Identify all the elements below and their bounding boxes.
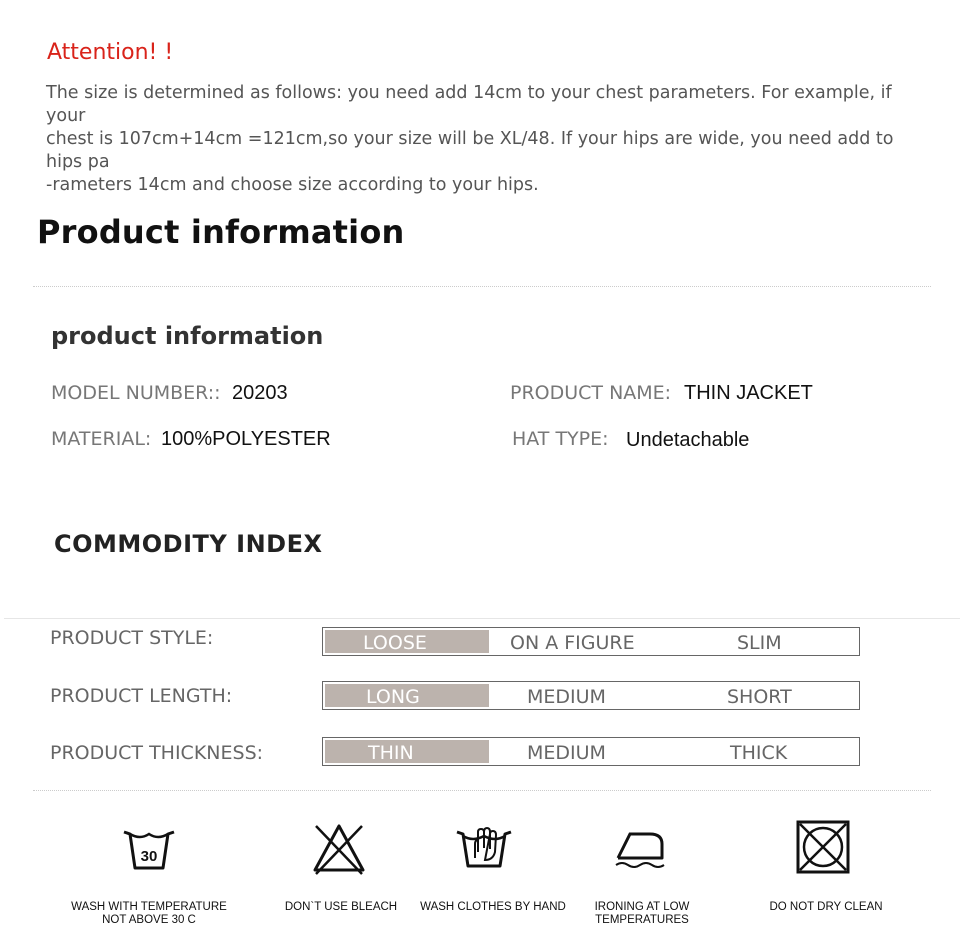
model-number-value: 20203 xyxy=(232,382,288,404)
hat-type-value: Undetachable xyxy=(626,429,750,451)
scale-option-loose: LOOSE xyxy=(363,632,427,654)
hat-type-label: HAT TYPE: xyxy=(512,428,609,450)
care-label-wash-30: WASH WITH TEMPERATURE NOT ABOVE 30 C xyxy=(71,901,227,926)
attention-title: Attention! ! xyxy=(47,40,174,65)
no-dry-clean-icon xyxy=(792,818,854,880)
product-style-scale xyxy=(322,627,860,656)
care-label-low-iron: IRONING AT LOW TEMPERATURES xyxy=(594,901,690,926)
commodity-index-heading: COMMODITY INDEX xyxy=(54,530,323,558)
divider xyxy=(4,618,960,619)
product-thickness-label: PRODUCT THICKNESS: xyxy=(50,742,264,764)
no-bleach-icon xyxy=(308,818,370,880)
material-value: 100%POLYESTER xyxy=(161,428,331,450)
product-info-heading: Product information xyxy=(37,213,405,251)
scale-option-thick: THICK xyxy=(730,742,788,764)
scale-option-medium: MEDIUM xyxy=(527,686,606,708)
material-label: MATERIAL: xyxy=(51,428,152,450)
hand-wash-icon xyxy=(453,818,515,880)
svg-text:30: 30 xyxy=(140,848,158,865)
wash-30-icon xyxy=(118,818,180,880)
scale-option-short: SHORT xyxy=(727,686,792,708)
product-thickness-scale xyxy=(322,737,860,766)
care-label-no-dry-clean: DO NOT DRY CLEAN xyxy=(769,901,883,913)
care-label-no-bleach: DON`T USE BLEACH xyxy=(284,901,398,913)
scale-option-thin: THIN xyxy=(368,742,414,764)
low-iron-icon xyxy=(610,818,672,880)
scale-option-long: LONG xyxy=(366,686,420,708)
scale-option-slim: SLIM xyxy=(737,632,782,654)
product-length-scale xyxy=(322,681,860,710)
scale-option-medium: MEDIUM xyxy=(527,742,606,764)
scale-option-on-a-figure: ON A FIGURE xyxy=(510,632,635,654)
divider xyxy=(33,286,931,287)
care-label-hand-wash: WASH CLOTHES BY HAND xyxy=(420,901,566,913)
product-length-label: PRODUCT LENGTH: xyxy=(50,685,233,707)
product-style-label: PRODUCT STYLE: xyxy=(50,627,214,649)
divider xyxy=(33,790,931,791)
attention-text: The size is determined as follows: you need add 14cm to your chest parameters. For example, if your chest is 107cm+14cm =121cm,so your size will be XL/48. If your hips are wide, you need add to hips pa -rameters 14cm and choose size according to your hips. xyxy=(46,83,894,195)
product-name-label: PRODUCT NAME: xyxy=(510,382,672,404)
product-name-value: THIN JACKET xyxy=(684,382,813,404)
product-info-subheading: product information xyxy=(51,322,324,350)
model-number-label: MODEL NUMBER:: xyxy=(51,382,221,404)
